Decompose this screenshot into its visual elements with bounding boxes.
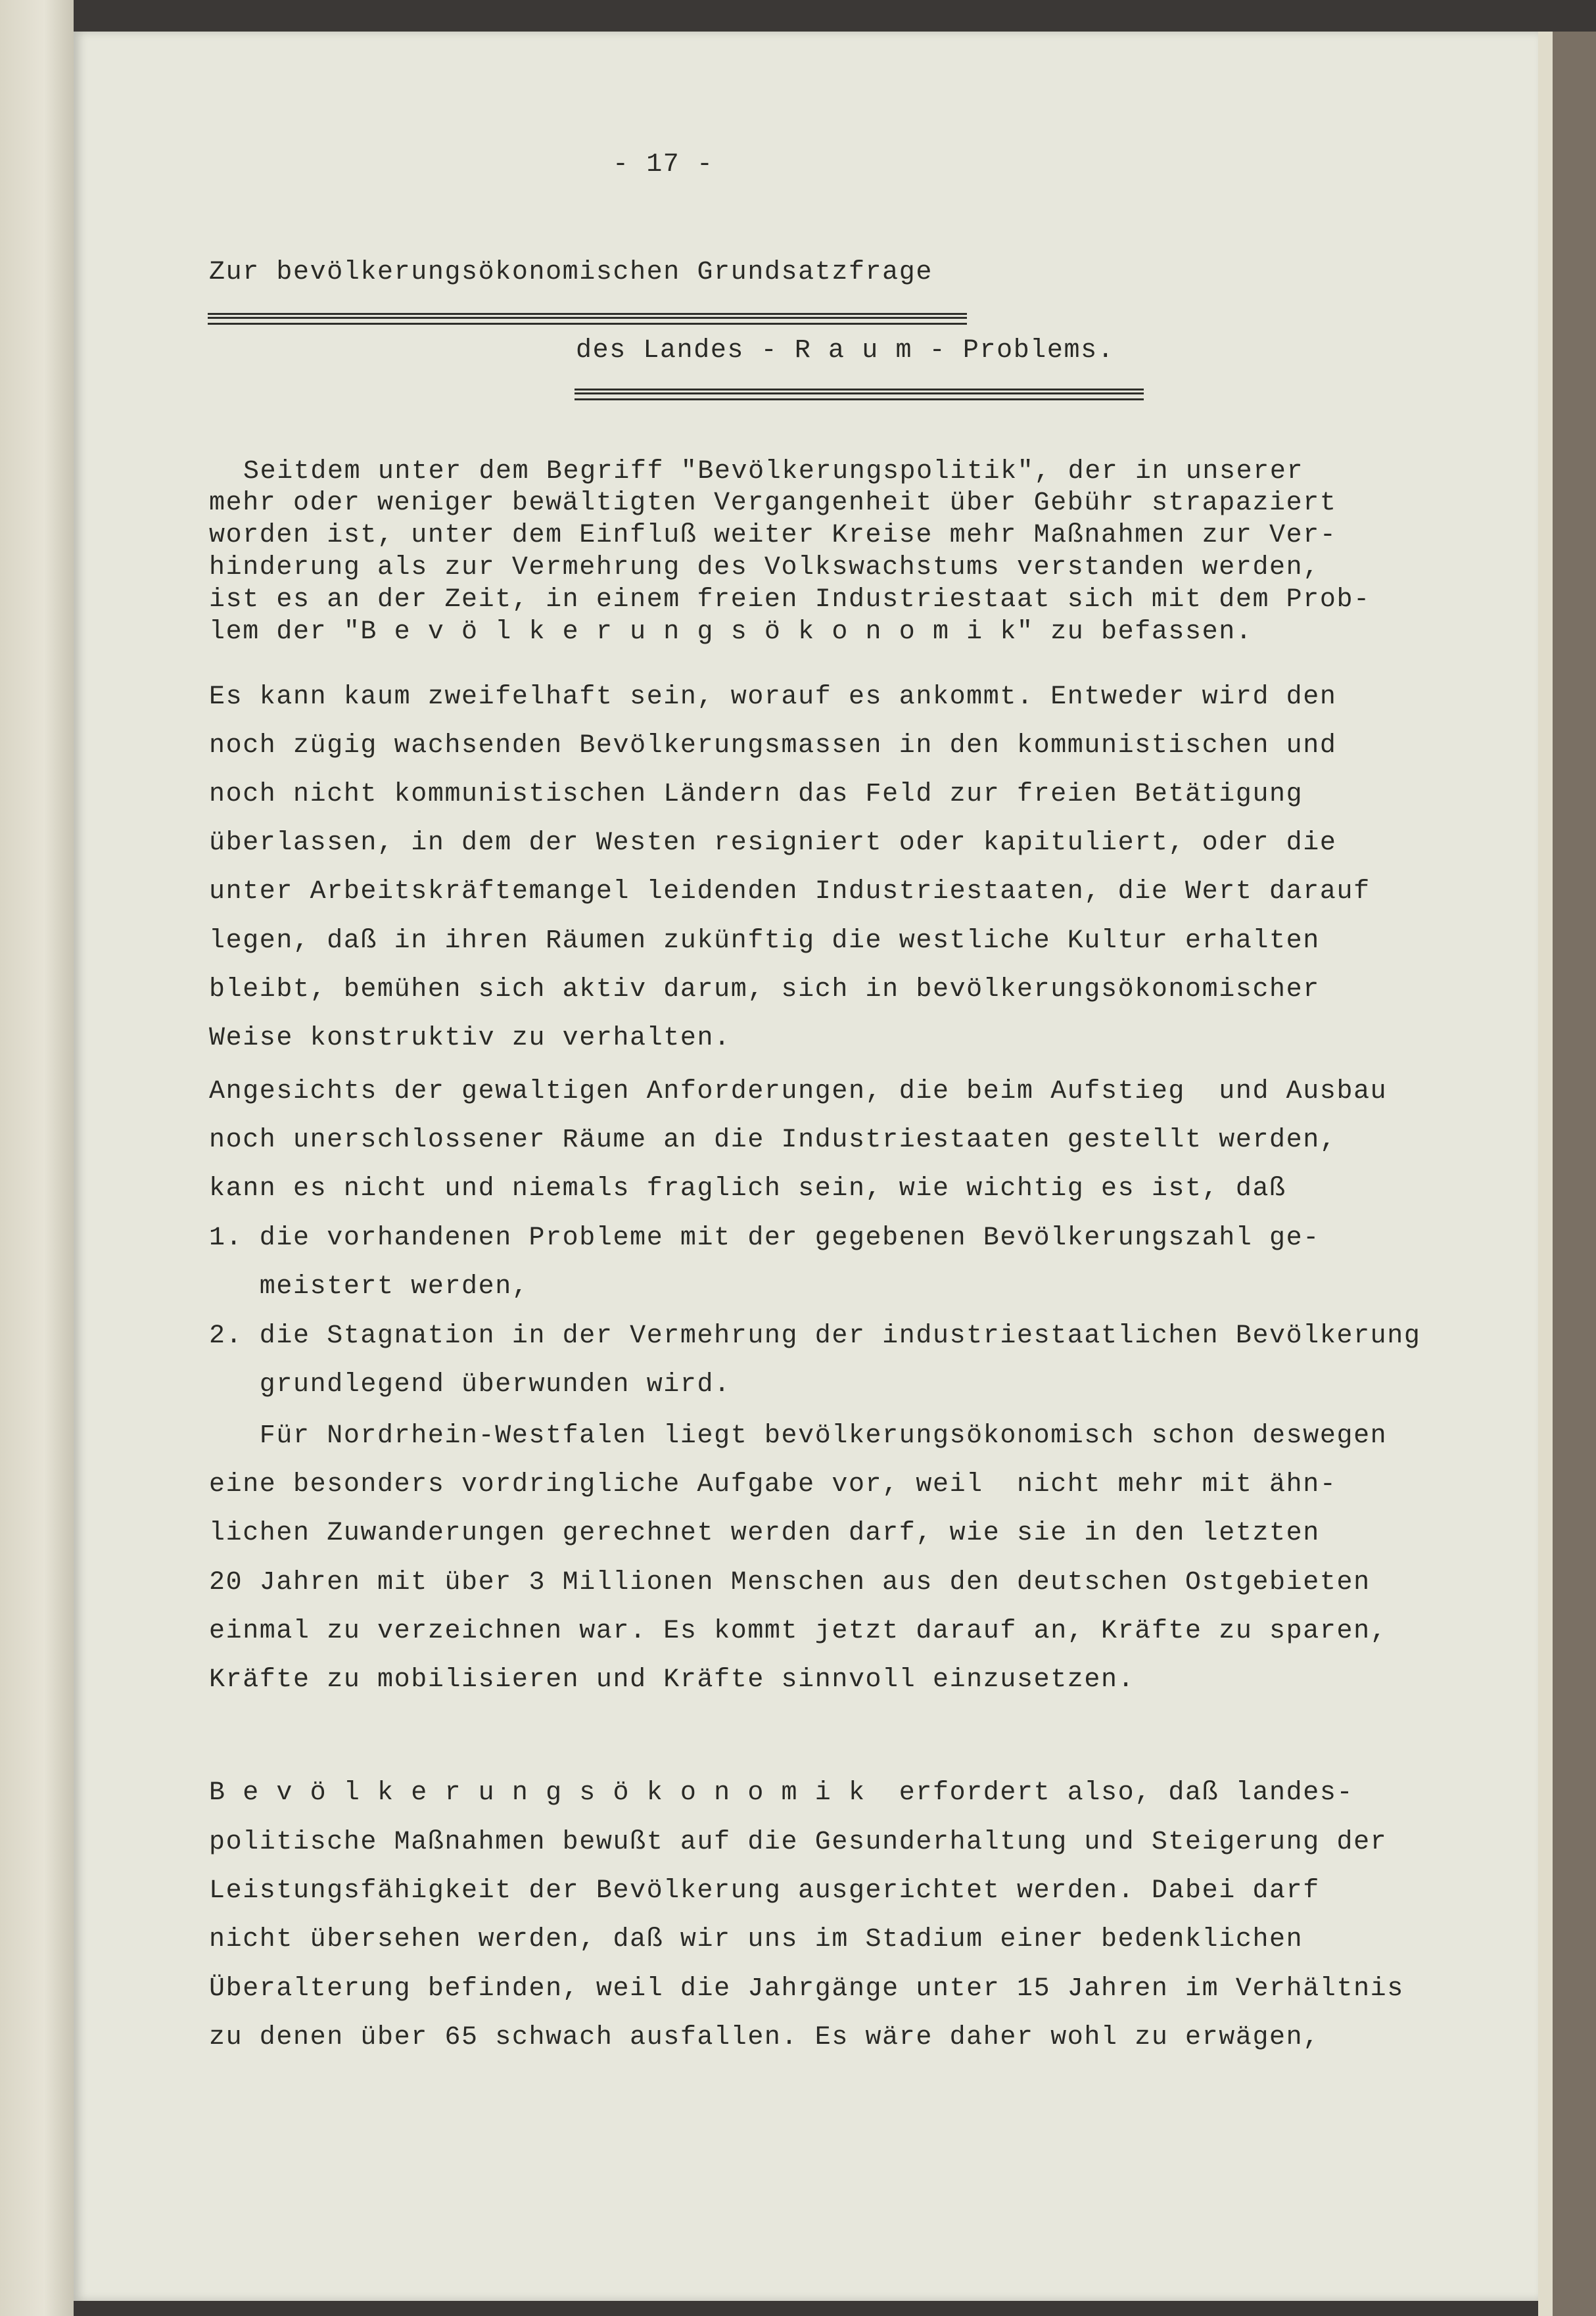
page-number: - 17 - [613, 150, 714, 179]
body-line: Für Nordrhein-Westfalen liegt bevölkerungsökonomisch schon deswegen [209, 1421, 1388, 1451]
intro-line: mehr oder weniger bewältigten Vergangenheit über Gebühr strapaziert [209, 488, 1337, 518]
list-item-1: 1. die vorhandenen Probleme mit der gegebenen Bevölkerungszahl ge- [209, 1223, 1320, 1253]
closing-line: Leistungsfähigkeit der Bevölkerung ausgerichtet werden. Dabei darf [209, 1876, 1320, 1906]
intro-line: hinderung als zur Vermehrung des Volkswachstums verstanden werden, [209, 553, 1320, 582]
body-line: Es kann kaum zweifelhaft sein, worauf es ankommt. Entweder wird den [209, 682, 1337, 712]
intro-line: ist es an der Zeit, in einem freien Industriestaat sich mit dem Prob- [209, 585, 1371, 615]
closing-line: B e v ö l k e r u n g s ö k o n o m i k erfordert also, daß landes- [209, 1778, 1354, 1808]
body-line: Angesichts der gewaltigen Anforderungen, die beim Aufstieg und Ausbau [209, 1077, 1388, 1106]
intro-line: lem der "B e v ö l k e r u n g s ö k o n o m i k" zu befassen. [209, 617, 1253, 647]
body-line: lichen Zuwanderungen gerechnet werden darf, wie sie in den letzten [209, 1519, 1320, 1548]
body-line: noch unerschlossener Räume an die Industriestaaten gestellt werden, [209, 1125, 1337, 1155]
closing-line: Überalterung befinden, weil die Jahrgänge unter 15 Jahren im Verhältnis [209, 1974, 1404, 2004]
intro-line: Seitdem unter dem Begriff "Bevölkerungspolitik", der in unserer [243, 457, 1304, 486]
heading-line-1: Zur bevölkerungsökonomischen Grundsatzfrage [209, 258, 933, 287]
body-line: noch zügig wachsenden Bevölkerungsmassen in den kommunistischen und [209, 731, 1337, 761]
body-line: eine besonders vordringliche Aufgabe vor, weil nicht mehr mit ähn- [209, 1470, 1337, 1500]
body-line: noch nicht kommunistischen Ländern das Feld zur freien Betätigung [209, 780, 1303, 809]
body-line: kann es nicht und niemals fraglich sein, wie wichtig es ist, daß [209, 1174, 1286, 1204]
page-stack-edge [1538, 32, 1596, 2316]
closing-line: zu denen über 65 schwach ausfallen. Es wäre daher wohl zu erwägen, [209, 2023, 1320, 2052]
list-item-2: 2. die Stagnation in der Vermehrung der industriestaatlichen Bevölkerung [209, 1321, 1421, 1351]
closing-line: politische Maßnahmen bewußt auf die Gesunderhaltung und Steigerung der [209, 1828, 1388, 1857]
body-line: überlassen, in dem der Westen resigniert oder kapituliert, oder die [209, 828, 1337, 858]
intro-line: worden ist, unter dem Einfluß weiter Kreise mehr Maßnahmen zur Ver- [209, 521, 1337, 550]
list-item-2-continued: grundlegend überwunden wird. [209, 1370, 731, 1400]
body-line: einmal zu verzeichnen war. Es kommt jetzt darauf an, Kräfte zu sparen, [209, 1617, 1388, 1646]
body-line: legen, daß in ihren Räumen zukünftig die westliche Kultur erhalten [209, 926, 1320, 956]
list-item-1-continued: meistert werden, [209, 1272, 529, 1302]
closing-line: nicht übersehen werden, daß wir uns im Stadium einer bedenklichen [209, 1925, 1303, 1954]
body-line: 20 Jahren mit über 3 Millionen Menschen aus den deutschen Ostgebieten [209, 1568, 1371, 1597]
body-line: Weise konstruktiv zu verhalten. [209, 1024, 731, 1053]
body-line: bleibt, bemühen sich aktiv darum, sich in bevölkerungsökonomischer [209, 975, 1320, 1004]
heading-underline-1 [208, 313, 967, 325]
body-line: unter Arbeitskräftemangel leidenden Industriestaaten, die Wert darauf [209, 877, 1371, 907]
adjacent-page-edge [0, 0, 74, 2316]
heading-underline-2 [575, 389, 1144, 400]
heading-line-2: des Landes - R a u m - Problems. [576, 336, 1115, 366]
body-line: Kräfte zu mobilisieren und Kräfte sinnvoll einzusetzen. [209, 1665, 1135, 1695]
document-page [74, 32, 1538, 2301]
